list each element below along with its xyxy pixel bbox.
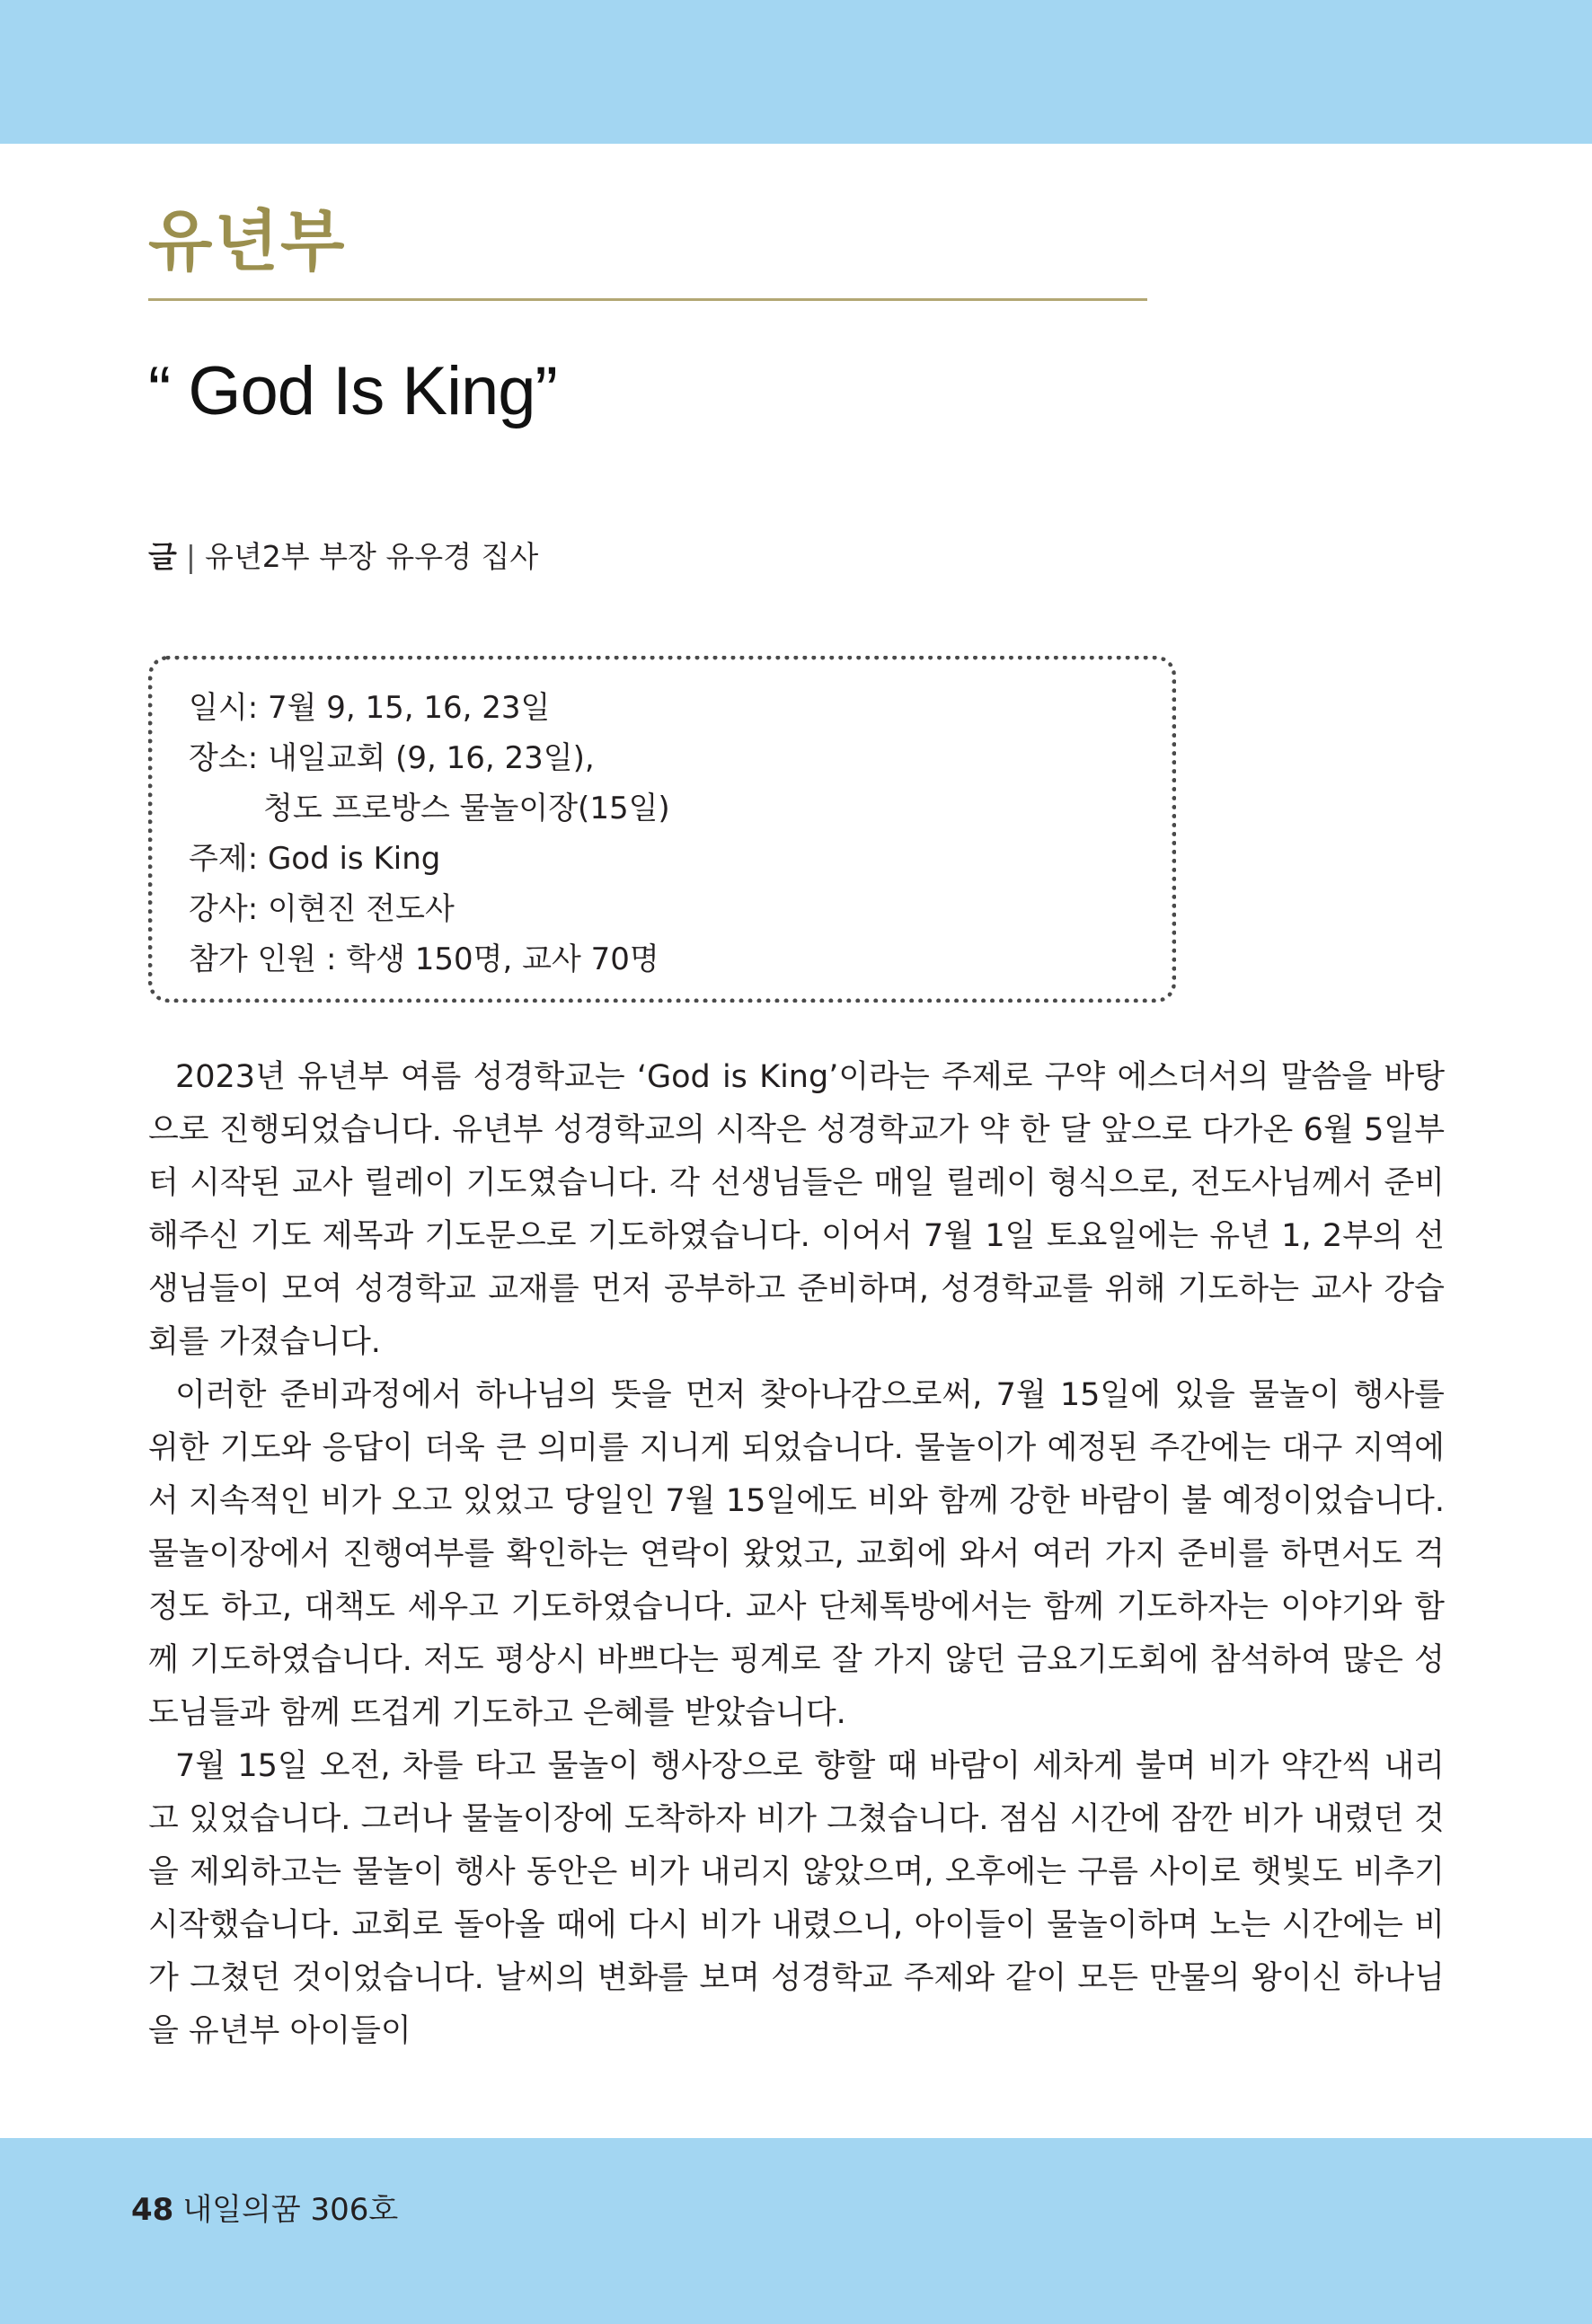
info-date: 일시: 7월 9, 15, 16, 23일 [189,690,551,726]
byline-author: 유년2부 부장 유우경 집사 [205,539,539,574]
top-color-band [0,0,1592,144]
article-title: “ God Is King” [148,353,557,429]
info-participants: 참가 인원 : 학생 150명, 교사 70명 [189,941,659,977]
article-body [148,1051,1445,2058]
page-number: 48 [131,2192,174,2228]
body-paragraph-2: 이러한 준비과정에서 하나님의 뜻을 먼저 찾아나감으로써, 7월 15일에 있을 물놀이 행사를 위한 기도와 응답이 더욱 큰 의미를 지니게 되었습니다. 물놀이가 예정된 주간에는 대구 지역에서 지속적인 비가 오고 있었고 당일인 7월 15일에도 비와 함께 강한 바람이 불 예정이었습니다. 물놀이장에서 진행여부를 확인하는 연락이 왔었고, 교회에 와서 여러 가지 준비를 하면서도 걱정도 하고, 대책도 세우고 기도하였습니다. 교사 단체톡방에서는 함께 기도하자는 이야기와 함께 기도하였습니다. 저도 평상시 바쁘다는 핑계로 잘 가지 않던 금요기도회에 참석하여 많은 성도님들과 함께 뜨겁게 기도하고 은혜를 받았습니다. [148,1377,1445,1731]
body-paragraph-3: 7월 15일 오전, 차를 타고 물놀이 행사장으로 향할 때 바람이 세차게 불며 비가 약간씩 내리고 있었습니다. 그러나 물놀이장에 도착하자 비가 그쳤습니다. 점심 시간에 잠깐 비가 내렸던 것을 제외하고는 물놀이 행사 동안은 비가 내리지 않았으며, 오후에는 구름 사이로 햇빛도 비추기 시작했습니다. 교회로 돌아올 때에 다시 비가 내렸으니, 아이들이 물놀이하며 노는 시간에는 비가 그쳤던 것이었습니다. 날씨의 변화를 보며 성경학교 주제와 같이 모든 만물의 왕이신 하나님을 유년부 아이들이 [148,1748,1445,2049]
byline-label: 글 [148,539,177,574]
section-title-rule [148,298,1147,301]
info-theme: 주제: God is King [189,841,441,877]
info-place [189,733,670,834]
info-speaker: 강사: 이현진 전도사 [189,891,455,927]
bottom-color-band [0,2138,1592,2324]
publication-name: 내일의꿈 306호 [182,2192,399,2228]
section-title: 유년부 [148,203,347,280]
info-place-line2: 청도 프로방스 물놀이장(15일) [263,791,670,826]
byline [148,539,539,574]
event-info-list [189,683,670,985]
info-place-line1: 장소: 내일교회 (9, 16, 23일), [189,740,595,776]
byline-separator: | [185,539,197,574]
body-paragraph-1: 2023년 유년부 여름 성경학교는 ‘God is King’이라는 주제로 구약 에스더서의 말씀을 바탕으로 진행되었습니다. 유년부 성경학교의 시작은 성경학교가 약 한 달 앞으로 다가온 6월 5일부터 시작된 교사 릴레이 기도였습니다. 각 선생님들은 매일 릴레이 형식으로, 전도사님께서 준비해주신 기도 제목과 기도문으로 기도하였습니다. 이어서 7월 1일 토요일에는 유년 1, 2부의 선생님들이 모여 성경학교 교재를 먼저 공부하고 준비하며, 성경학교를 위해 기도하는 교사 강습회를 가졌습니다. [148,1059,1445,1360]
page-footer [131,2192,399,2228]
